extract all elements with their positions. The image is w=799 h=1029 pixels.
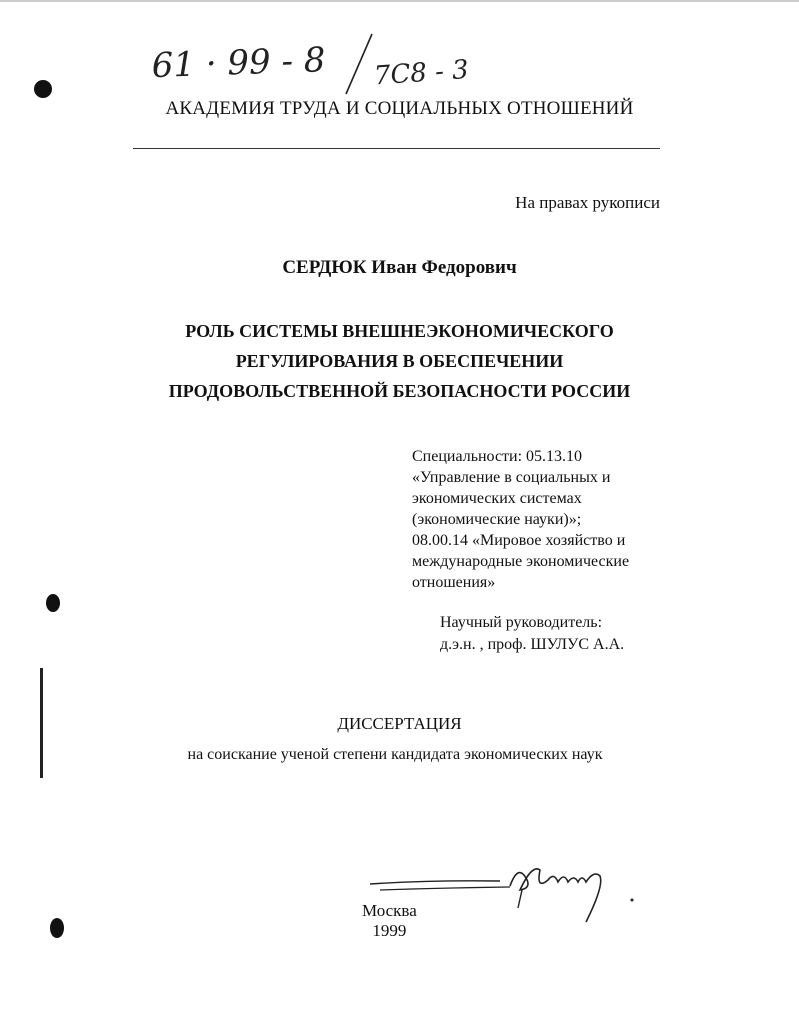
specialty-line: 08.00.14 «Мировое хозяйство и (412, 532, 626, 549)
institution-name: АКАДЕМИЯ ТРУДА И СОЦИАЛЬНЫХ ОТНОШЕНИЙ (165, 98, 634, 119)
supervisor-name: д.э.н. , проф. ШУЛУС А.А. (440, 636, 625, 653)
handwritten-archive-code (150, 30, 470, 100)
supervisor-block (440, 612, 624, 656)
scan-blot (50, 918, 64, 938)
specialty-line: Специальности: 05.13.10 (412, 448, 583, 465)
degree-line: на соискание ученой степени кандидата экономических наук (187, 746, 603, 763)
scan-edge-line (0, 0, 799, 2)
rights-note: На правах рукописи (515, 193, 660, 212)
document-type: ДИССЕРТАЦИЯ (337, 714, 462, 733)
city: Москва (362, 901, 417, 920)
supervisor-label: Научный руководитель: (440, 614, 603, 631)
place-and-year (362, 901, 417, 941)
scan-blot (34, 80, 52, 98)
year: 1999 (372, 921, 407, 940)
author-name: СЕРДЮК Иван Федорович (282, 257, 517, 278)
title-line: ПРОДОВОЛЬСТВЕННОЙ БЕЗОПАСНОСТИ РОССИИ (168, 381, 631, 401)
title-line: РЕГУЛИРОВАНИЯ В ОБЕСПЕЧЕНИИ (235, 351, 564, 371)
specialty-line: отношения» (412, 574, 496, 591)
scan-blot (46, 594, 60, 612)
svg-text:7С8 - 3: 7С8 - 3 (372, 54, 470, 92)
specialty-line: международные экономические (412, 553, 630, 570)
dissertation-title (0, 316, 799, 406)
divider (133, 148, 660, 149)
title-line: РОЛЬ СИСТЕМЫ ВНЕШНЕЭКОНОМИЧЕСКОГО (185, 321, 614, 341)
specialty-line: экономических системах (412, 490, 582, 507)
specialty-line: (экономические науки)»; (412, 511, 582, 528)
specialty-line: «Управление в социальных и (412, 469, 611, 486)
svg-text:61 · 99 - 8: 61 · 99 - 8 (151, 40, 327, 87)
specialties-block (412, 446, 672, 593)
